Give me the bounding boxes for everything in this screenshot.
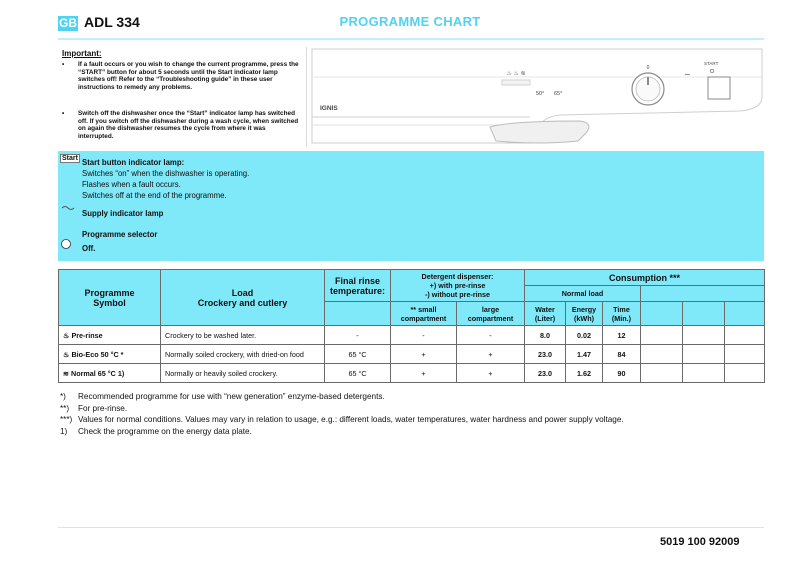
bio-eco-icon: ♨ [63,349,72,359]
col-consumption: Consumption *** [525,270,765,286]
prerinse-icon: ♨ ♨ ≋ [506,71,526,77]
important-item-text: Switch off the dishwasher once the “Start” indicator lamp has switched off. If you switch off the dishwasher during a wash cycle, when switched on again the dishwasher resumes the cycle from where it was interrupted. [78,110,299,140]
important-item: • If a fault occurs or you wish to change the current programme, press the “START” button for about 5 seconds until the Start indicator lamp switches off! Refer to the “Troubleshooting guide” in these user instructions to remedy any problems. [62,61,299,91]
header-divider [58,38,764,40]
normal-wash-icon: ≋ [63,368,72,378]
model-name: ADL 334 [84,14,140,30]
programme-selector-heading: Programme selector [82,230,158,239]
door-handle [490,121,589,143]
brand-logo: IGNIS [320,105,338,112]
prerinse-icon: ♨ [63,330,72,340]
important-item-text: If a fault occurs or you wish to change the current programme, press the “START” button for about 5 seconds until the Start indicator lamp switches off! Refer to the “Troubleshooting guide” in these user instructions to remedy any problems. [78,61,299,91]
col-energy: Energy (kWh) [566,302,603,326]
off-label: Off. [82,244,96,253]
start-label: START [704,61,719,66]
supply-lamp-heading: Supply indicator lamp [82,209,164,218]
off-circle-icon [60,238,72,250]
page-title: PROGRAMME CHART [339,14,481,29]
important-item: • Switch off the dishwasher once the “Start” indicator lamp has switched off. If you switch off the dishwasher during a wash cycle, when switched on again the dishwasher resumes the cycle from where it was interrupted. [62,110,299,140]
start-lamp-line: Switches off at the end of the programme. [82,191,227,200]
col-water: Water (Liter) [525,302,566,326]
footnote: **) For pre-rinse. [60,403,128,413]
supply-wave-icon [61,205,75,213]
footer-divider [58,527,764,528]
footnotes [60,391,624,437]
dial-zero-label: 0 [646,65,650,71]
footnote: *) Recommended programme for use with “new generation” enzyme-based detergents. [60,392,385,401]
col-large-compartment: large compartment [457,302,525,326]
start-lamp-line: Flashes when a fault occurs. [82,180,181,189]
col-normal-load: Normal load [525,286,641,302]
start-button[interactable] [708,77,730,99]
table-row: ≋ Normal 65 °C 1) Normally or heavily soiled crockery. 65 °C + + 23.0 1.62 90 [59,364,765,383]
col-programme: Programme Symbol [59,270,161,326]
programme-table [58,269,764,383]
start-lamp-description [82,157,249,201]
footnote: ***) Values for normal conditions. Values may vary in relation to usage, e.g.: different loads, water temperatures, water hardness and power supply voltage. [60,415,624,424]
control-panel-illustration [310,47,764,147]
temp-65-label: 65° [554,91,563,97]
temp-50-label: 50° [536,91,545,97]
start-tag: Start [62,155,78,162]
important-notice [58,47,307,147]
table-row: ♨ Pre-rinse Crockery to be washed later. - - - 8.0 0.02 12 [59,326,765,345]
col-detergent: Detergent dispenser: +) with pre-rinse -) without pre-rinse [391,270,525,302]
important-title: Important: [62,49,102,58]
col-load: Load Crockery and cutlery [161,270,325,326]
col-time: Time (Min.) [603,302,641,326]
col-small-compartment: ** small compartment [391,302,457,326]
start-lamp-line: Switches “on” when the dishwasher is operating. [82,169,250,178]
document-number: 5019 100 92009 [660,536,740,548]
indicator-strip [502,80,530,85]
supply-lamp-icon: ∼ [684,70,691,79]
footnote: 1) Check the programme on the energy data plate. [60,426,252,436]
table-row: ♨ Bio-Eco 50 °C * Normally soiled crockery, with dried-on food 65 °C + + 23.0 1.47 84 [59,345,765,364]
start-lamp-heading: Start button indicator lamp: [82,158,185,167]
language-badge: GB [59,16,77,30]
col-final-rinse: Final rinse temperature: [325,270,391,302]
